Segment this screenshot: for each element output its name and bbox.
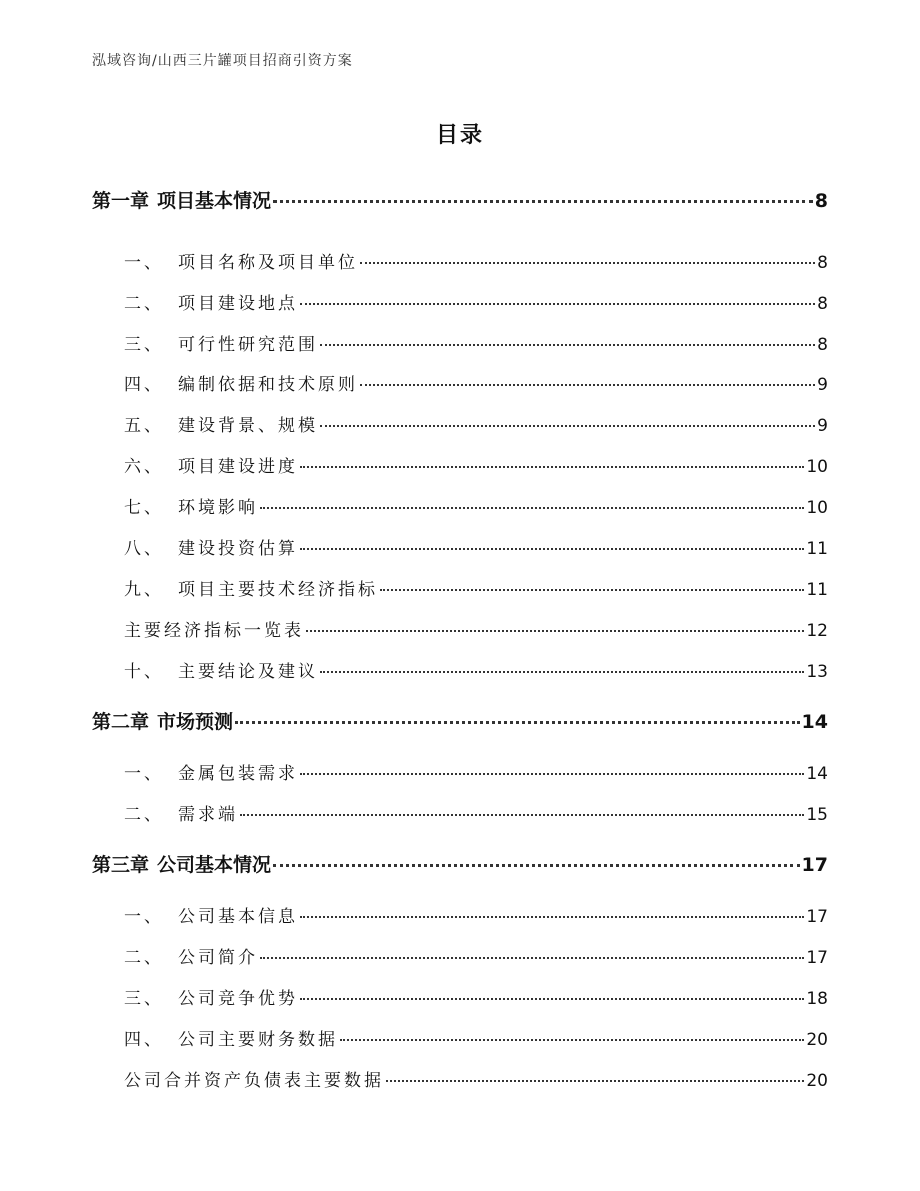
toc-entry-title: 公司简介	[178, 948, 258, 968]
toc-section-entry[interactable]	[124, 411, 828, 436]
dot-leader	[300, 916, 804, 918]
toc-entry-label	[92, 850, 271, 877]
toc-page-number: 17	[806, 948, 828, 968]
toc-entry-title: 主要结论及建议	[178, 662, 318, 682]
toc-page-number: 8	[817, 294, 828, 314]
toc-entry-label	[124, 248, 358, 273]
toc-entry-title: 需求端	[178, 805, 238, 825]
dot-leader	[320, 671, 804, 673]
toc-entry-number: 六、	[124, 457, 164, 477]
toc-section-entry[interactable]	[124, 902, 828, 927]
toc-entry-number: 十、	[124, 662, 164, 682]
toc-section-entry[interactable]	[124, 534, 828, 559]
dot-leader	[340, 1039, 804, 1041]
toc-entry-title: 环境影响	[178, 498, 258, 518]
toc-entry-label	[124, 575, 378, 600]
toc-entry-number: 第一章	[92, 190, 150, 212]
toc-page-number: 14	[806, 764, 828, 784]
toc-entry-label	[124, 800, 238, 825]
dot-leader	[300, 466, 804, 468]
toc-entry-title: 项目主要技术经济指标	[178, 580, 378, 600]
toc-section-entry[interactable]	[124, 289, 828, 314]
toc-entry-title: 金属包装需求	[178, 764, 298, 784]
dot-leader	[240, 814, 804, 816]
toc-section-entry[interactable]	[124, 493, 828, 518]
dot-leader	[273, 864, 800, 867]
toc-page-number: 14	[801, 711, 828, 733]
toc-entry-title: 公司竞争优势	[178, 989, 298, 1009]
dot-leader	[380, 589, 804, 591]
toc-entry-number: 四、	[124, 375, 164, 395]
toc-page-number: 10	[806, 457, 828, 477]
dot-leader	[300, 303, 815, 305]
toc-section-entry[interactable]	[124, 984, 828, 1009]
toc-entry-label	[124, 493, 258, 518]
toc-page-number: 11	[806, 539, 828, 559]
toc-section-entry[interactable]	[124, 248, 828, 273]
toc-entry-number: 八、	[124, 539, 164, 559]
toc-entry-number: 七、	[124, 498, 164, 518]
toc-entry-number: 五、	[124, 416, 164, 436]
toc-entry-label	[124, 534, 298, 559]
toc-entry-title: 建设投资估算	[178, 539, 298, 559]
toc-entry-label	[124, 759, 298, 784]
toc-entry-label	[124, 330, 318, 355]
toc-page-number: 8	[817, 335, 828, 355]
toc-entry-number: 二、	[124, 294, 164, 314]
toc-entry-label	[124, 370, 358, 395]
toc-section-entry[interactable]	[124, 1066, 828, 1091]
toc-page-number: 8	[814, 190, 828, 212]
toc-section-entry[interactable]	[124, 943, 828, 968]
toc-section-entry[interactable]	[124, 452, 828, 477]
toc-page-number: 9	[817, 416, 828, 436]
toc-entry-title: 公司主要财务数据	[178, 1030, 338, 1050]
page-title: 目录	[435, 123, 484, 148]
dot-leader	[320, 344, 815, 346]
toc-entry-number: 第三章	[92, 854, 150, 876]
toc-entry-title: 主要经济指标一览表	[124, 621, 304, 641]
toc-page-number: 10	[806, 498, 828, 518]
toc-entry-number: 二、	[124, 948, 164, 968]
toc-chapter-entry[interactable]	[92, 850, 828, 877]
dot-leader	[300, 548, 804, 550]
toc-section-entry[interactable]	[124, 616, 828, 641]
toc-entry-label	[124, 1025, 338, 1050]
toc-entry-title: 项目名称及项目单位	[178, 253, 358, 273]
dot-leader	[235, 721, 800, 724]
toc-page-number: 20	[806, 1071, 828, 1091]
toc-page-number: 15	[806, 805, 828, 825]
toc-page-number: 17	[801, 854, 828, 876]
toc-entry-number: 二、	[124, 805, 164, 825]
toc-entry-title: 项目建设进度	[178, 457, 298, 477]
toc-entry-label	[92, 707, 233, 734]
toc-section-entry[interactable]	[124, 330, 828, 355]
toc-entry-title: 编制依据和技术原则	[178, 375, 358, 395]
dot-leader	[300, 773, 804, 775]
toc-entry-title: 公司基本情况	[157, 854, 272, 876]
toc-entry-label	[124, 411, 318, 436]
toc-page-number: 8	[817, 253, 828, 273]
dot-leader	[360, 262, 815, 264]
toc-section-entry[interactable]	[124, 759, 828, 784]
dot-leader	[260, 507, 804, 509]
toc-entry-label	[124, 616, 304, 641]
toc-entry-title: 公司基本信息	[178, 907, 298, 927]
toc-entry-label	[124, 943, 258, 968]
dot-leader	[273, 200, 813, 203]
toc-entry-number: 三、	[124, 989, 164, 1009]
toc-page-number: 20	[806, 1030, 828, 1050]
toc-entry-label	[124, 657, 318, 682]
toc-page-number: 17	[806, 907, 828, 927]
toc-entry-title: 市场预测	[157, 711, 234, 733]
dot-leader	[300, 998, 804, 1000]
dot-leader	[306, 630, 804, 632]
toc-section-entry[interactable]	[124, 370, 828, 395]
page-header: 泓域咨询/山西三片罐项目招商引资方案	[92, 53, 353, 69]
toc-entry-title: 公司合并资产负债表主要数据	[124, 1071, 384, 1091]
toc-section-entry[interactable]	[124, 657, 828, 682]
toc-page-number: 12	[806, 621, 828, 641]
dot-leader	[260, 957, 804, 959]
toc-entry-label	[124, 984, 298, 1009]
toc-chapter-entry[interactable]	[92, 707, 828, 734]
toc-section-entry[interactable]	[124, 800, 828, 825]
toc-page-number: 18	[806, 989, 828, 1009]
toc-entry-label	[92, 186, 271, 213]
toc-page-number: 11	[806, 580, 828, 600]
toc-entry-number: 一、	[124, 253, 164, 273]
toc-entry-label	[124, 289, 298, 314]
toc-section-entry[interactable]	[124, 1025, 828, 1050]
toc-entry-title: 建设背景、规模	[178, 416, 318, 436]
toc-entry-label	[124, 452, 298, 477]
toc-page-number: 13	[806, 662, 828, 682]
toc-entry-number: 一、	[124, 907, 164, 927]
toc-chapter-entry[interactable]	[92, 186, 828, 213]
dot-leader	[320, 425, 815, 427]
toc-entry-label	[124, 1066, 384, 1091]
toc-entry-title: 项目建设地点	[178, 294, 298, 314]
toc-entry-number: 第二章	[92, 711, 150, 733]
toc-page-number: 9	[817, 375, 828, 395]
toc-entry-number: 一、	[124, 764, 164, 784]
toc-entry-title: 可行性研究范围	[178, 335, 318, 355]
dot-leader	[360, 384, 815, 386]
toc-entry-title: 项目基本情况	[157, 190, 272, 212]
toc-entry-number: 三、	[124, 335, 164, 355]
toc-entry-label	[124, 902, 298, 927]
toc-entry-number: 四、	[124, 1030, 164, 1050]
dot-leader	[386, 1080, 804, 1082]
toc-entry-number: 九、	[124, 580, 164, 600]
toc-section-entry[interactable]	[124, 575, 828, 600]
